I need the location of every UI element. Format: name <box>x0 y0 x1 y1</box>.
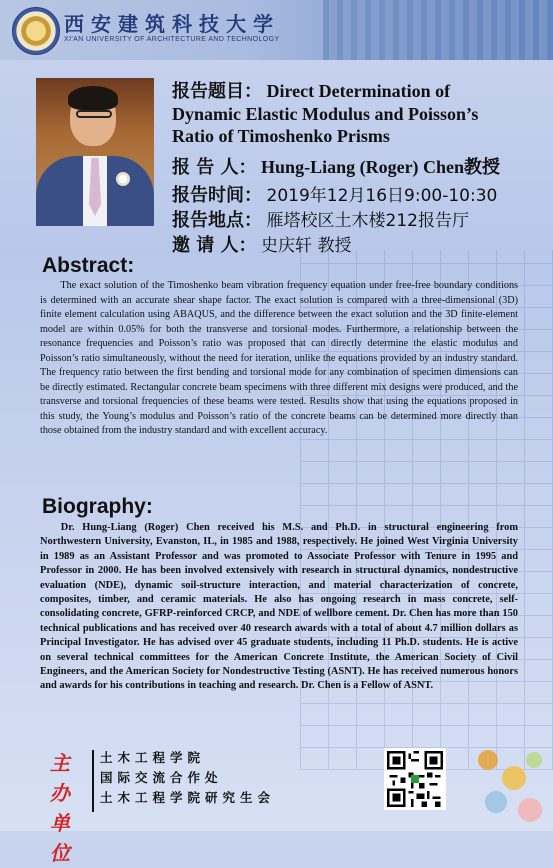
university-name-en: XI'AN UNIVERSITY OF ARCHITECTURE AND TECHNOLOGY <box>64 36 280 43</box>
place-label: 报告地点： <box>172 210 262 231</box>
organizer-label: 主办单位 <box>50 751 72 865</box>
qr-code <box>384 748 446 810</box>
title-line-1: Direct Determination of <box>266 81 451 101</box>
abstract-heading: Abstract: <box>42 254 135 277</box>
inviter-row <box>172 234 351 257</box>
talk-info <box>172 80 552 256</box>
inviter-value: 史庆轩 教授 <box>261 236 352 256</box>
header-banner <box>0 0 553 60</box>
university-logo <box>12 7 60 55</box>
welcome-decoration <box>470 740 550 830</box>
place-value: 雁塔校区土木楼212报告厅 <box>266 211 469 231</box>
organizer-item: 土木工程学院 <box>100 750 206 765</box>
speaker-name: Hung-Liang (Roger) Chen教授 <box>261 157 501 177</box>
speaker-label: 报 告 人： <box>172 157 257 178</box>
title-line-2: Dynamic Elastic Modulus and Poisson’s <box>172 104 479 124</box>
place-row <box>172 209 469 232</box>
speaker-row <box>172 156 500 179</box>
inviter-label: 邀 请 人： <box>172 235 257 256</box>
header-building-image <box>323 0 553 60</box>
title-label: 报告题目： <box>172 81 262 102</box>
talk-title <box>172 80 552 147</box>
organizer-item: 国际交流合作处 <box>100 770 223 785</box>
title-line-3: Ratio of Timoshenko Prisms <box>172 126 390 146</box>
organizer-list <box>100 748 275 808</box>
time-row <box>172 184 497 207</box>
time-label: 报告时间： <box>172 185 262 206</box>
organizer-item: 土木工程学院研究生会 <box>100 790 276 805</box>
university-name-cn: 西安建筑科技大学 <box>64 12 280 36</box>
abstract-text: The exact solution of the Timoshenko beam vibration frequency equation under free-free boundary conditions is determined with an accurate shear shape factor. The exact solution is compared with a three-dimensional (3D) finite element calculation using ABAQUS, and the difference between the exact solution and the 3D finite-element model are within 0.05% for both the transverse and torsional modes. Furthermore, a relationship between the resonance frequencies and Poisson’s ratio was proposed that can directly determine the elastic modulus and Poisson’s ratio simultaneously, without the need for iteration, unlike the equations provided by an industry standard. The frequency ratio between the first bending and torsional mode for any combination of specimen dimensions can be directly estimated. Rectangular concrete beam specimens with three different mix designs were produced, and the transverse and torsional frequencies of these beams were tested. Results show that using the equations proposed in this study, the Young’s modulus and Poisson’s ratio of the concrete beams can be determined more directly than those obtained from the industry standard and with excellent accuracy. <box>40 280 518 436</box>
biography-heading: Biography: <box>42 495 153 518</box>
time-value: 2019年12月16日9:00-10:30 <box>266 186 498 206</box>
organizer-bracket <box>92 750 98 812</box>
speaker-photo <box>36 78 154 216</box>
biography-text: Dr. Hung-Liang (Roger) Chen received his M.S. and Ph.D. in structural engineering from Northwestern University, Evanston, IL, in 1985 and 1988, respectively. He joined West Virginia University in 1989 as an Assistant Professor and was promoted to Associate Professor with Tenure in 1995 and Professor in 2000. He has been involved extensively with research in structural dynamics, nondestructive evaluation (NDE), dynamic soil-structure interaction, and material characterization of concrete, composites, timber, and ceramic materials. He also has ongoing research in mass concrete, self-consolidating concrete, GFRP-reinforced CRCP, and NDE of wellbore cement. Dr. Chen has more than 150 technical publications and has received over 40 research awards with a total of about 4.7 million dollars as Principal Investigator. He has advised over 45 graduate students, including 11 Ph.D. students. He is active on several technical committees for the American Concrete Institute, the American Society of Civil Engineers, and the American Society for Nondestructive Testing (ASNT). He has received numerous honors and awards for his contributions in teaching and research. Dr. Chen is a Fellow of ASNT. <box>40 522 518 692</box>
